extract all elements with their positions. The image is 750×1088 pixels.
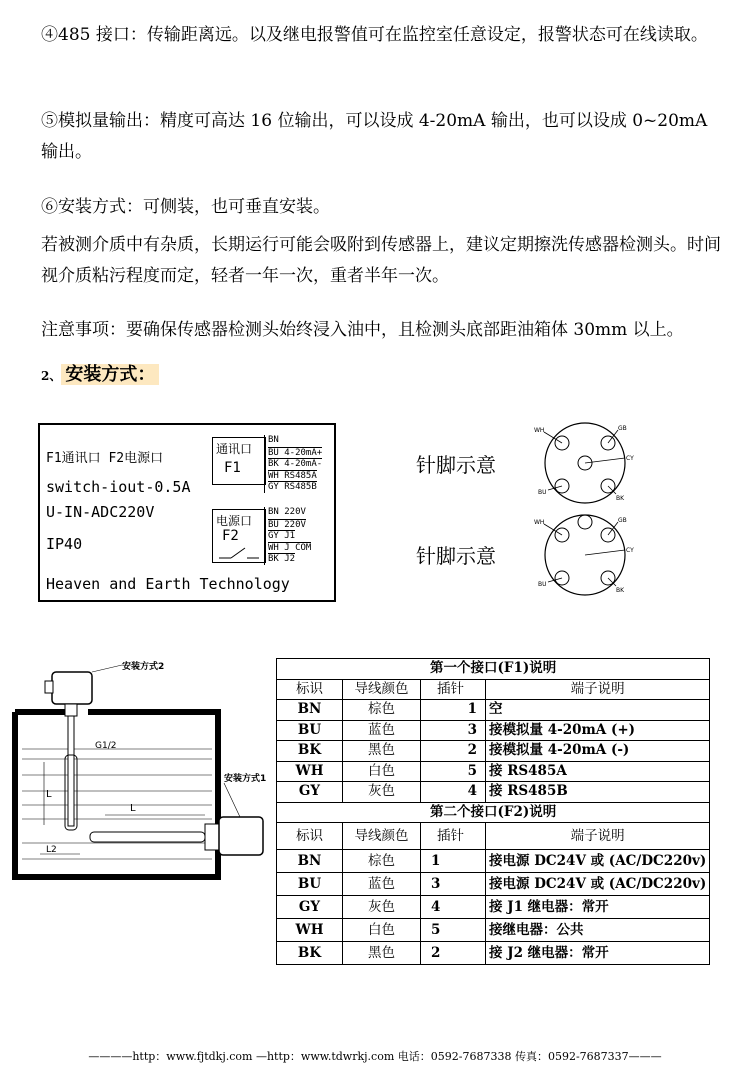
f2-port-title: 电源口 bbox=[216, 514, 253, 528]
paragraph-485: ④485 接口：传输距离远。以及继电报警值可在监控室任意设定，报警状态可在线读取。 bbox=[41, 25, 708, 45]
paragraph-notice: 注意事项：要确保传感器检测头始终浸入油中，且检测头底部距油箱体 30mm 以上。 bbox=[41, 320, 684, 340]
cell-pin: 4 bbox=[421, 782, 486, 803]
pin-tag: BU bbox=[538, 581, 547, 588]
cell-color: 黑色 bbox=[343, 741, 421, 762]
cell-desc: 接电源 DC24V 或 (AC/DC220v) bbox=[486, 850, 710, 873]
cell-color: 蓝色 bbox=[343, 720, 421, 741]
cell-desc: 接继电器：公共 bbox=[486, 919, 710, 942]
pin-tag: CY bbox=[626, 455, 634, 462]
table-row bbox=[277, 741, 710, 762]
f1-wire: BN bbox=[268, 435, 279, 445]
cell-desc: 接 RS485B bbox=[486, 782, 710, 803]
pin-tag: GB bbox=[618, 425, 627, 432]
header-pin: 插针 bbox=[421, 823, 486, 850]
cell-pin: 5 bbox=[421, 761, 486, 782]
table-row bbox=[277, 782, 710, 803]
f1-wire: BK 4-20mA- bbox=[268, 459, 323, 469]
cell-pin: 2 bbox=[421, 741, 486, 762]
section-number: 2、 bbox=[41, 369, 62, 383]
label-company-line: Heaven and Earth Technology bbox=[46, 575, 290, 593]
cell-id: GY bbox=[277, 782, 343, 803]
cell-color: 白色 bbox=[343, 919, 421, 942]
mount2-label: 安装方式2 bbox=[122, 662, 165, 672]
table-row bbox=[277, 850, 710, 873]
label-port-line: F1通讯口 F2电源口 bbox=[46, 451, 164, 466]
connector-pinout-top bbox=[534, 423, 634, 503]
header-color: 导线颜色 bbox=[343, 679, 421, 700]
section-title: 安装方式： bbox=[61, 364, 159, 385]
cell-desc: 接模拟量 4-20mA (-) bbox=[486, 741, 710, 762]
f1-port-name: F1 bbox=[224, 460, 241, 476]
cell-pin: 1 bbox=[421, 850, 486, 873]
f1-wire: GY RS485B bbox=[268, 482, 317, 492]
cell-id: BN bbox=[277, 700, 343, 721]
pin-tag: GB bbox=[618, 517, 627, 524]
f2-table-caption: 第二个接口(F2)说明 bbox=[277, 802, 710, 823]
f1-port-table bbox=[276, 658, 710, 965]
cell-color: 黑色 bbox=[343, 942, 421, 965]
label-switch-line: switch-iout-0.5A bbox=[46, 478, 191, 496]
f2-wire: BK J2 bbox=[268, 554, 296, 564]
f1-wire: BU 4-20mA+ bbox=[268, 447, 323, 458]
f1-port-title: 通讯口 bbox=[216, 442, 253, 456]
cell-id: GY bbox=[277, 896, 343, 919]
paragraph-cleaning: 若被测介质中有杂质，长期运行可能会吸附到传感器上，建议定期擦洗传感器检测头。时间视介质粘污程度而定，轻者一年一次，重者半年一次。 bbox=[41, 235, 721, 286]
cell-id: BK bbox=[277, 942, 343, 965]
cell-desc: 接 RS485A bbox=[486, 761, 710, 782]
pin-caption-top: 针脚示意 bbox=[416, 453, 496, 477]
cell-color: 棕色 bbox=[343, 700, 421, 721]
thread-label: G1/2 bbox=[95, 741, 117, 751]
cell-color: 灰色 bbox=[343, 782, 421, 803]
cell-id: WH bbox=[277, 919, 343, 942]
mount1-label: 安装方式1 bbox=[224, 774, 267, 784]
table-row bbox=[277, 700, 710, 721]
cell-id: BN bbox=[277, 850, 343, 873]
header-desc: 端子说明 bbox=[486, 823, 710, 850]
f1-port-box bbox=[212, 437, 266, 485]
cell-desc: 接 J1 继电器：常开 bbox=[486, 896, 710, 919]
pin-tag: CY bbox=[626, 547, 634, 554]
page-footer: ————http：www.fjtdkj.com —http：www.tdwrkj.com 电话：0592-7687338 传真：0592-7687337——— bbox=[88, 1050, 662, 1063]
paragraph-analog-output: ⑤模拟量输出：精度可高达 16 位输出，可以设成 4-20mA 输出，也可以设成 0~20mA 输出。 bbox=[41, 111, 708, 162]
header-id: 标识 bbox=[277, 679, 343, 700]
cell-desc: 接电源 DC24V 或 (AC/DC220v) bbox=[486, 873, 710, 896]
cell-desc: 空 bbox=[486, 700, 710, 721]
product-label bbox=[38, 423, 336, 602]
cell-id: BK bbox=[277, 741, 343, 762]
section-heading bbox=[41, 360, 159, 386]
header-color: 导线颜色 bbox=[343, 823, 421, 850]
f1-wire-list bbox=[264, 435, 331, 493]
pin-tag: WH bbox=[534, 519, 545, 526]
pin-tag: BK bbox=[616, 587, 625, 594]
table-row bbox=[277, 942, 710, 965]
cell-pin: 3 bbox=[421, 720, 486, 741]
cell-pin: 2 bbox=[421, 942, 486, 965]
pin-tag: BU bbox=[538, 489, 547, 496]
table-row bbox=[277, 896, 710, 919]
dim-l-horizontal: L bbox=[130, 803, 136, 814]
cell-desc: 接模拟量 4-20mA (+) bbox=[486, 720, 710, 741]
relay-switch-icon bbox=[219, 544, 259, 560]
cell-pin: 3 bbox=[421, 873, 486, 896]
table-row bbox=[277, 720, 710, 741]
f2-wire: BU 220V bbox=[268, 519, 306, 530]
pin-caption-bottom: 针脚示意 bbox=[416, 544, 496, 568]
paragraph-mounting: ⑥安装方式：可侧装，也可垂直安装。 bbox=[41, 197, 330, 217]
connector-pinout-bottom bbox=[534, 515, 634, 595]
pin-diagram-figure bbox=[530, 420, 650, 600]
label-ip-line: IP40 bbox=[46, 535, 83, 553]
cell-color: 白色 bbox=[343, 761, 421, 782]
f2-port-box bbox=[212, 509, 266, 563]
cell-color: 蓝色 bbox=[343, 873, 421, 896]
f2-wire: GY J1 bbox=[268, 531, 296, 541]
installation-diagram bbox=[10, 655, 272, 895]
cell-id: BU bbox=[277, 720, 343, 741]
cell-desc: 接 J2 继电器：常开 bbox=[486, 942, 710, 965]
dim-l2: L2 bbox=[46, 845, 57, 855]
table-row bbox=[277, 761, 710, 782]
header-desc: 端子说明 bbox=[486, 679, 710, 700]
f2-wire: WH J COM bbox=[268, 542, 312, 553]
cell-color: 棕色 bbox=[343, 850, 421, 873]
cell-pin: 1 bbox=[421, 700, 486, 721]
dim-l-vertical: L bbox=[46, 789, 52, 800]
cell-id: BU bbox=[277, 873, 343, 896]
cell-id: WH bbox=[277, 761, 343, 782]
cell-color: 灰色 bbox=[343, 896, 421, 919]
pin-tag: WH bbox=[534, 427, 545, 434]
header-id: 标识 bbox=[277, 823, 343, 850]
f1-table-caption: 第一个接口(F1)说明 bbox=[277, 659, 710, 680]
cell-pin: 4 bbox=[421, 896, 486, 919]
cell-pin: 5 bbox=[421, 919, 486, 942]
pin-tag: BK bbox=[616, 495, 625, 502]
f1-wire: WH RS485A bbox=[268, 470, 317, 481]
f2-wire-list bbox=[264, 507, 331, 565]
table-row bbox=[277, 919, 710, 942]
f2-port-name: F2 bbox=[222, 528, 239, 544]
header-pin: 插针 bbox=[421, 679, 486, 700]
table-row bbox=[277, 873, 710, 896]
f2-wire: BN 220V bbox=[268, 507, 306, 517]
label-voltage-line: U-IN-ADC220V bbox=[46, 503, 155, 521]
